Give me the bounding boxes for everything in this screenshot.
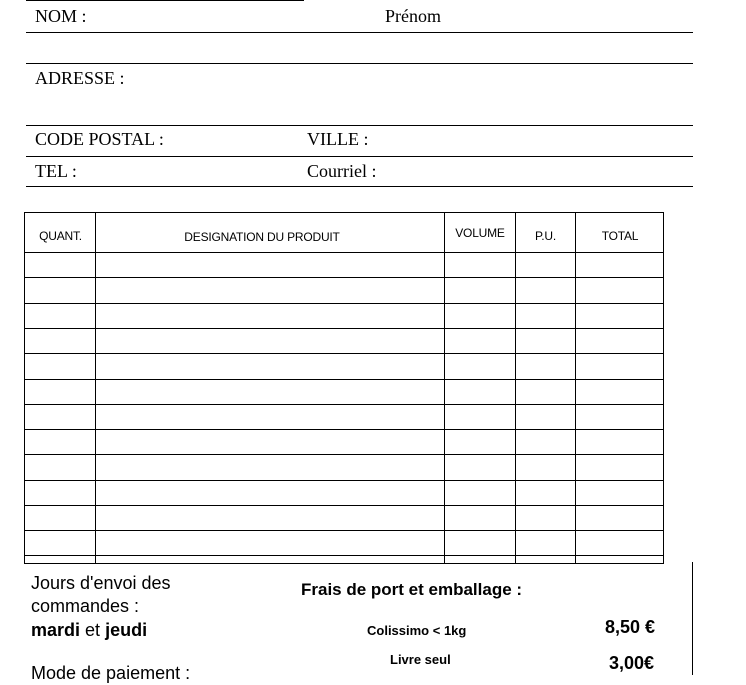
table-row-line [24, 277, 664, 278]
header-total [576, 229, 664, 243]
col-divider-pu [575, 212, 576, 564]
col-divider-volume [515, 212, 516, 564]
shipping-option-label: Livre seul [390, 652, 451, 667]
header-designation-text: DESIGNATION DU PRODUIT [184, 230, 340, 244]
header-quant [26, 229, 95, 243]
header-quant-text: QUANT. [39, 229, 82, 243]
header-pu-text: P.U. [535, 229, 556, 243]
day-jeudi: jeudi [105, 620, 148, 640]
product-table [24, 212, 664, 564]
table-row-line [24, 530, 664, 531]
code-postal-line [26, 156, 693, 157]
table-row-line [24, 480, 664, 481]
ville-label: VILLE : [307, 129, 369, 149]
header-designation [96, 230, 428, 244]
col-divider-designation [444, 212, 445, 564]
shipping-option-label: Colissimo < 1kg [367, 623, 467, 638]
tel-label: TEL : [35, 161, 77, 181]
shipping-option-price: 8,50 € [605, 617, 656, 637]
table-row-line [24, 429, 664, 430]
shipping-option-price: 3,00€ [609, 653, 655, 673]
nom-line [26, 32, 693, 33]
mode-paiement-label: Mode de paiement : [31, 663, 191, 683]
tel-line [26, 186, 693, 187]
nom-label: NOM : [35, 6, 87, 26]
prenom-label: Prénom [385, 6, 441, 26]
jours-envoi-line2: commandes : [31, 596, 140, 616]
day-mardi: mardi [31, 620, 81, 640]
header-pu [516, 229, 575, 243]
jours-envoi-line1: Jours d'envoi des [31, 573, 171, 593]
table-row-line [24, 505, 664, 506]
col-divider-quant [95, 212, 96, 564]
table-row-line [24, 555, 664, 556]
table-row-line [24, 379, 664, 380]
day-et: et [85, 620, 101, 640]
table-row-line [24, 454, 664, 455]
table-row-line [24, 252, 664, 253]
top-partial-line [26, 0, 304, 1]
header-volume-text: VOLUME [455, 226, 505, 240]
adresse-bottom-line [26, 125, 693, 126]
table-row-line [24, 328, 664, 329]
courriel-label: Courriel : [307, 161, 377, 181]
right-edge-line [692, 562, 693, 675]
table-row-line [24, 353, 664, 354]
frais-title: Frais de port et emballage : [301, 580, 523, 599]
adresse-top-line [26, 63, 693, 64]
envoi-days [31, 619, 147, 642]
header-total-text: TOTAL [601, 229, 639, 243]
table-row-line [24, 404, 664, 405]
header-volume [445, 226, 515, 240]
code-postal-label: CODE POSTAL : [35, 129, 164, 149]
adresse-label: ADRESSE : [35, 68, 125, 88]
table-row-line [24, 303, 664, 304]
